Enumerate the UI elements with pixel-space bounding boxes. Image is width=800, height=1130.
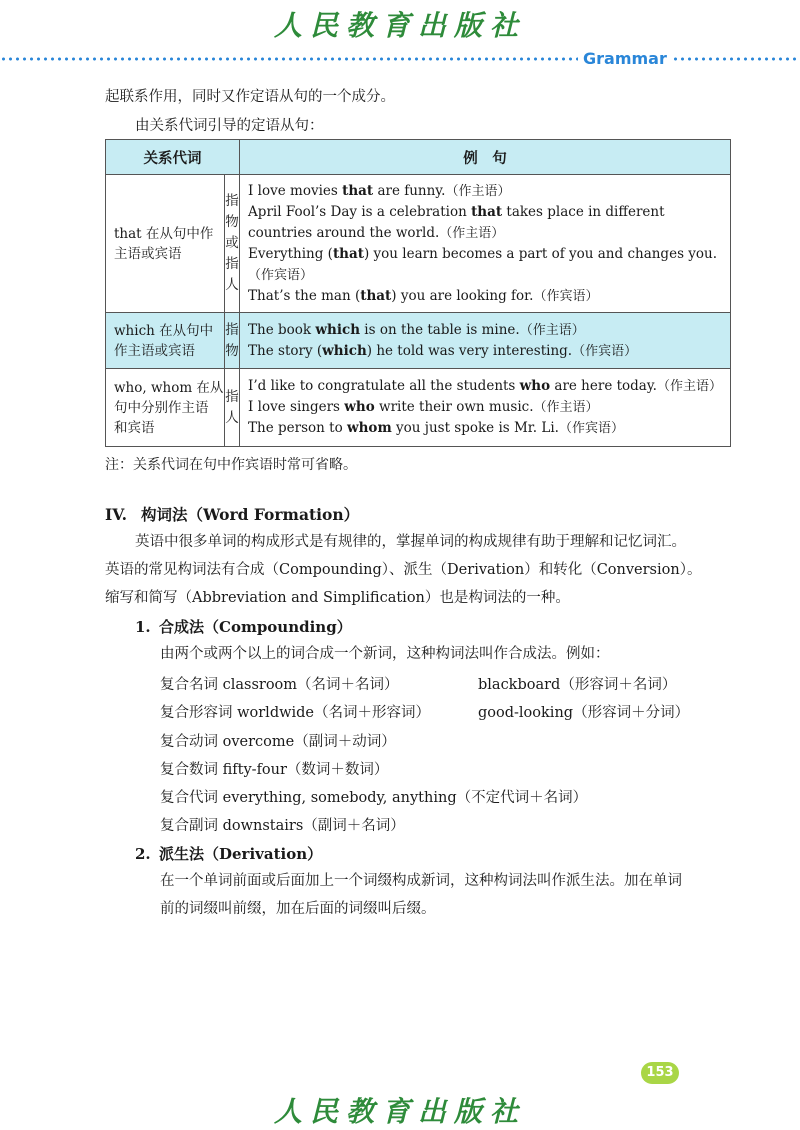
intro-line-1: 起联系作用，同时又作定语从句的一个成分。 (105, 89, 395, 105)
example-sentence (248, 376, 722, 397)
sentence-fragment: The book (248, 321, 316, 338)
role-label: （作主语） (656, 379, 722, 394)
pronoun-text: 和宾语 (114, 419, 155, 436)
refers-char: 或 (225, 235, 239, 251)
refers-cell (224, 313, 239, 369)
relative-pronoun: who (344, 399, 375, 415)
sentence-fragment: I love movies (248, 182, 343, 199)
relative-pronoun: who (519, 378, 551, 394)
sentence-fragment: countries around the world. (248, 224, 440, 241)
example-sentence (248, 181, 722, 202)
examples-cell (240, 175, 731, 313)
relative-pronoun-table (105, 139, 731, 447)
sentence-fragment: you just spoke is Mr. Li. (391, 420, 559, 436)
publisher-logo-top: 人民教育出版社 (273, 9, 526, 42)
compound-example: 复合代词 everything, somebody, anything（不定代词＋名词） (160, 790, 588, 806)
header-dotted-rule-right (672, 57, 800, 61)
refers-char: 指 (225, 388, 239, 405)
compound-example: 复合数词 fifty-four（数词＋数词） (160, 762, 389, 778)
pronoun-text: 主语或宾语 (114, 245, 182, 262)
role-label: （作主语） (445, 183, 511, 199)
page-number-badge: 153 (641, 1062, 679, 1084)
pronoun-cell (106, 313, 225, 369)
section-para-line: 英语的常见构词法有合成（Compounding）、派生（Derivation）和转化（Conversion）。 (105, 562, 702, 578)
sentence-fragment: ) you learn becomes a part of you and changes you. (363, 245, 718, 262)
compound-example: 复合名词 classroom（名词＋名词） (160, 677, 399, 693)
sentence-fragment: Everything ( (248, 245, 333, 262)
sentence-fragment: That’s the man ( (248, 287, 361, 304)
relative-pronoun: which (315, 321, 361, 338)
example-sentence (248, 286, 722, 307)
pronoun-text: 句中分别作主语 (114, 399, 209, 416)
section-para-line: 缩写和简写（Abbreviation and Simplification）也是构词法的一种。 (105, 590, 570, 606)
role-label: （作主语） (533, 400, 599, 415)
example-sentence (248, 202, 722, 223)
example-sentence (248, 320, 722, 341)
role-label: （作主语） (439, 225, 505, 241)
header-dotted-rule (0, 57, 578, 61)
refers-char: 人 (225, 409, 239, 426)
sentence-fragment: are here today. (550, 378, 657, 394)
sentence-fragment: ) he told was very interesting. (366, 342, 573, 359)
refers-char: 指 (225, 193, 239, 209)
sentence-fragment: ) you are looking for. (391, 287, 534, 304)
compound-example: blackboard（形容词＋名词） (478, 677, 677, 693)
relative-pronoun: that (332, 245, 364, 262)
compounding-desc: 由两个或两个以上的词合成一个新词，这种构词法叫作合成法。例如： (160, 646, 610, 662)
refers-cell (224, 369, 239, 447)
pronoun-cell (106, 175, 225, 313)
compound-example: good-looking（形容词＋分词） (478, 705, 690, 721)
example-sentence (248, 418, 722, 439)
sentence-fragment: is on the table is mine. (360, 321, 520, 338)
subsection-heading (135, 616, 352, 637)
sentence-fragment: I’d like to congratulate all the students (248, 378, 520, 394)
table-note: 注：关系代词在句中作宾语时常可省略。 (105, 457, 357, 473)
table-row-who-whom (106, 369, 731, 447)
relative-pronoun: that (471, 203, 503, 220)
section-number: IV. (105, 505, 127, 524)
sentence-fragment: April Fool’s Day is a celebration (248, 203, 472, 220)
sentence-fragment: write their own music. (374, 399, 534, 415)
refers-char: 指 (225, 321, 239, 338)
sentence-fragment: I love singers (248, 399, 345, 415)
refers-char: 物 (225, 342, 239, 359)
derivation-desc-line: 前的词缀叫前缀，加在后面的词缀叫后缀。 (160, 901, 436, 917)
subsection-title: 合成法（Compounding） (159, 618, 352, 636)
section-heading (105, 503, 359, 525)
compound-example: 复合形容词 worldwide（名词＋形容词） (160, 705, 431, 721)
sentence-fragment: takes place in different (502, 203, 665, 220)
sentence-fragment: The story ( (248, 342, 323, 359)
role-label: （作宾语） (572, 343, 638, 359)
role-label: （作宾语） (558, 421, 624, 436)
relative-pronoun: whom (347, 420, 392, 436)
sentence-fragment: The person to (248, 420, 347, 436)
table-row-that (106, 175, 731, 313)
example-sentence (248, 265, 722, 286)
table-header-examples: 例 句 (240, 140, 731, 175)
publisher-logo-bottom: 人民教育出版社 (273, 1095, 526, 1128)
examples-cell (240, 369, 731, 447)
role-label: （作宾语） (248, 267, 314, 283)
subsection-number: 1. (135, 618, 151, 636)
intro-line-2: 由关系代词引导的定语从句： (135, 118, 324, 134)
sentence-fragment: are funny. (373, 182, 446, 199)
section-label: Grammar (583, 49, 667, 68)
refers-char: 物 (225, 214, 239, 230)
section-para-line: 英语中很多单词的构成形式是有规律的，掌握单词的构成规律有助于理解和记忆词汇。 (135, 534, 686, 550)
pronoun-text: which 在从句中 (114, 322, 214, 339)
example-sentence (248, 223, 722, 244)
subsection-title: 派生法（Derivation） (159, 845, 323, 863)
relative-pronoun: which (322, 342, 367, 359)
compound-example: 复合副词 downstairs（副词＋名词） (160, 818, 405, 834)
subsection-number: 2. (135, 845, 151, 863)
section-title: 构词法（Word Formation） (141, 505, 360, 524)
pronoun-text: who, whom 在从 (114, 379, 224, 396)
role-label: （作宾语） (533, 288, 599, 304)
subsection-heading (135, 843, 322, 864)
role-label: （作主语） (519, 322, 585, 338)
relative-pronoun: that (360, 287, 392, 304)
relative-pronoun: that (342, 182, 374, 199)
pronoun-text: that 在从句中作 (114, 225, 214, 242)
pronoun-text: 作主语或宾语 (114, 342, 195, 359)
table-header-pronoun: 关系代词 (106, 140, 240, 175)
example-sentence (248, 341, 722, 362)
refers-char: 人 (225, 277, 239, 293)
examples-cell (240, 313, 731, 369)
table-row-which (106, 313, 731, 369)
refers-cell (224, 175, 239, 313)
example-sentence (248, 397, 722, 418)
example-sentence (248, 244, 722, 265)
pronoun-cell (106, 369, 225, 447)
compound-example: 复合动词 overcome（副词＋动词） (160, 734, 396, 750)
refers-char: 指 (225, 256, 239, 272)
derivation-desc-line: 在一个单词前面或后面加上一个词缀构成新词，这种构词法叫作派生法。加在单词 (160, 873, 682, 889)
